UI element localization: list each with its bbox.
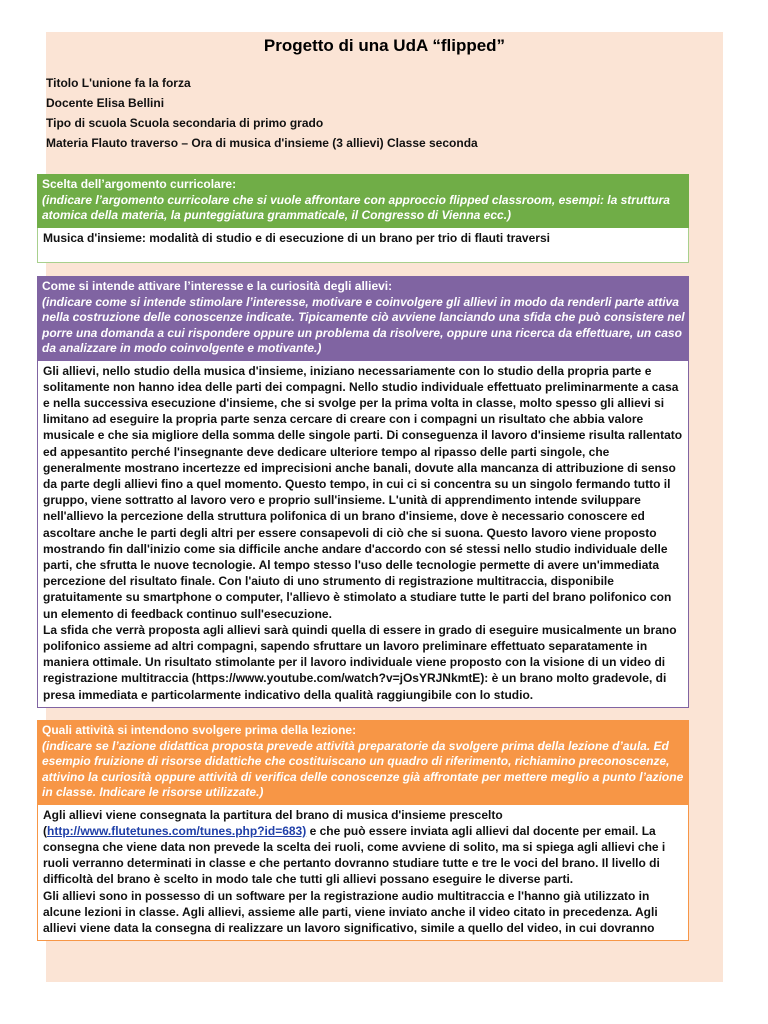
document-title: Progetto di una UdA “flipped” xyxy=(263,36,506,55)
section-interesse-para2: La sfida che verrà proposta agli allievi sarà quindi quella di essere in grado di eseguire musicalmente un brano polifonico assieme ad altri compagni, sapendo sfruttare un lavoro preliminare effettuato separatamente in maniera ottimale. Un risultato stimolante per il lavoro individuale viene proposto con la visione di un video di registrazione multitraccia (https://www.youtube.com/watch?v=jOsYRJNkmtE): è un brano molto gradevole, di presa immediata e particolarmente indicativo della qualità raggiungibile con lo studio. xyxy=(43,622,677,702)
section-attivita-para1 xyxy=(43,807,684,888)
section-attivita-body xyxy=(37,805,689,942)
section-attivita-header xyxy=(37,720,689,805)
section-argomento-text: Musica d'insieme: modalità di studio e di esecuzione di un brano per trio di flauti traversi xyxy=(43,230,550,245)
para1-text-before: Agli allievi viene consegnata la partitura del brano di musica d'insieme prescelto ( xyxy=(43,807,503,838)
section-interesse-heading: Come si intende attivare l’interesse e la curiosità degli allievi: xyxy=(42,279,393,293)
section-interesse-body xyxy=(37,361,689,708)
section-argomento xyxy=(37,174,689,263)
section-attivita-heading: Quali attività si intendono svolgere prima della lezione: xyxy=(42,723,357,737)
meta-docente: Docente Elisa Bellini xyxy=(46,96,165,110)
section-attivita-para2: Gli allievi sono in possesso di un software per la registrazione audio multitraccia e l'hanno già utilizzato in alcune lezioni in classe. Agli allievi, assieme alle parti, viene inviato anche il video citato in precedenza. Agli allievi viene data la consegna di realizzare un lavoro significativo, simile a quello del video, in cui dovranno xyxy=(43,888,658,935)
section-attivita xyxy=(37,720,689,941)
section-interesse xyxy=(37,276,689,708)
meta-titolo: Titolo L'unione fa la forza xyxy=(46,76,191,90)
section-argomento-body xyxy=(37,228,689,263)
document-page xyxy=(42,32,723,982)
section-argomento-instructions: (indicare l’argomento curricolare che si vuole affrontare con approccio flipped classroom, esempi: la struttura atomica della materia, la punteggiatura grammaticale, il Congresso di Vienna ecc.) xyxy=(42,192,670,222)
uda-metadata xyxy=(46,73,478,153)
flutetunes-link[interactable]: http://www.flutetunes.com/tunes.php?id=683) xyxy=(47,823,307,838)
meta-scuola: Tipo di scuola Scuola secondaria di primo grado xyxy=(46,116,324,130)
meta-materia: Materia Flauto traverso – Ora di musica d'insieme (3 allievi) Classe seconda xyxy=(46,136,478,150)
section-interesse-instructions: (indicare come si intende stimolare l’interesse, motivare e coinvolgere gli allievi in modo da renderli parte attiva nella costruzione delle conoscenze indicate. Tipicamente ciò avviene lanciando una sfida che può consistere nel porre una domanda a cui rispondere oppure un problema da risolvere, oppure una ricerca da effettuare, un caso da analizzare in modo coinvolgente e motivante.) xyxy=(42,294,685,355)
section-argomento-header xyxy=(37,174,689,228)
section-argomento-heading: Scelta dell’argomento curricolare: xyxy=(42,177,237,191)
section-attivita-instructions: (indicare se l’azione didattica proposta prevede attività preparatorie da svolgere prima della lezione d’aula. Ed esempio fruizione di risorse didattiche che costituiscano un quadro di riferimento, richiamino preconoscenze, attivino la curiosità oppure attività di verifica delle conoscenze già affrontate per mettere meglio a punto l’azione in classe. Indicare le risorse utilizzate.) xyxy=(42,738,684,799)
section-interesse-header xyxy=(37,276,689,361)
para1-text-after: e che può essere inviata agli allievi dal docente per email. La consegna che viene data non prevede la scelta dei ruoli, come avviene di solito, ma si spiega agli allievi che i ruoli verranno determinati in classe e che pertanto dovranno studiare tutte e tre le voci del brano. Il livello di difficoltà del brano è scelto in modo tale che tutti gli allievi possano eseguire le diverse parti. xyxy=(43,823,666,887)
section-interesse-para1: Gli allievi, nello studio della musica d'insieme, iniziano necessariamente con lo studio della propria parte e solitamente non hanno idea delle parti dei compagni. Nello studio individuale effettuato preliminarmente a casa e nella successiva esecuzione d'insieme, che si svolge per la prima volta in classe, molto spesso gli allievi si limitano ad eseguire la propria parte senza cercare di creare con i compagni un risultato che abbia valore musicale e che sia migliore della somma delle singole parti. Di conseguenza il lavoro d'insieme risulta rallentato ed appesantito perché l'insegnante deve dedicare ulteriore tempo al ripasso delle parti singole, che generalmente mostrano incertezze ed imprecisioni anche banali, dovute alla mancanza di attribuzione di senso da parte degli allievi fino a quel momento. Questo tempo, in cui ci si concentra su un singolo fermando tutto il gruppo, viene sottratto al lavoro vero e proprio sull'insieme. L'unità di apprendimento intende sviluppare nell'allievo la percezione della struttura polifonica di un brano d'insieme, dove è necessario conoscere ed ascoltare anche le parti degli altri per essere consapevoli di ciò che si suona. Questo lavoro viene proposto mostrando fin dall'inizio come sia difficile anche andare d'accordo con sé stessi nello studio individuale delle parti, che sfrutta le nuove tecnologie. Al tempo stesso l'uso delle tecnologie permette di avere un'immediata percezione del risultato finale. Con l'aiuto di uno strumento di registrazione multitraccia, disponibile gratuitamente su smartphone o computer, l'allievo è stimolato a studiare tutte le parti del brano polifonico con un elemento di feedback continuo sull'esecuzione. xyxy=(43,363,683,621)
